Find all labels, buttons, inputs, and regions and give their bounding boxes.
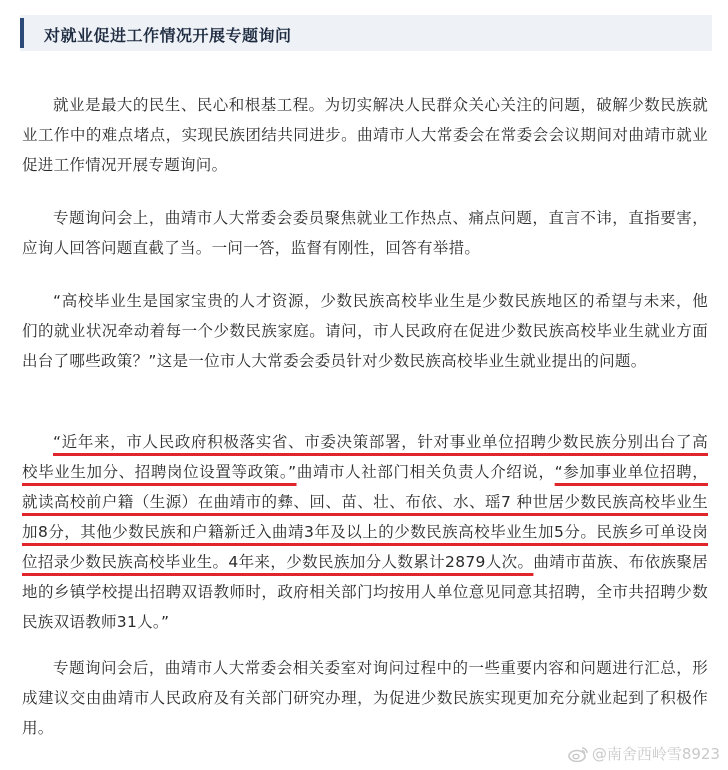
watermark-text: @南舍西岭雪8923 [591, 745, 720, 763]
answer-tail: 曲靖市苗族、布依族聚居地的乡镇学校提出招聘双语教师时，政府相关部门均按用人单位意见同意其招聘，全市共招聘少数民族双语教师31人。” [22, 553, 708, 631]
title-accent-bar [20, 18, 24, 48]
answer-attribution: 曲靖市人社部门相关负责人介绍说， [296, 463, 555, 481]
paragraph-question: “高校毕业生是国家宝贵的人才资源，少数民族高校毕业生是少数民族地区的希望与未来，他们的就业状况牵动着每一个少数民族家庭。请问，市人民政府在促进少数民族高校毕业生就业方面出台了哪些政策？”这是一位市人大常委会委员针对少数民族高校毕业生就业提出的问题。 [22, 292, 708, 370]
article-title-bar [20, 15, 712, 51]
weibo-logo-icon [568, 746, 588, 766]
paragraph-inquiry-meeting: 专题询问会上，曲靖市人大常委会委员聚焦就业工作热点、痛点问题，直言不讳，直指要害，应询人回答问题直截了当。一问一答，监督有刚性，回答有举措。 [22, 209, 708, 257]
article-title: 对就业促进工作情况开展专题询问 [44, 26, 292, 45]
paragraph-conclusion: 专题询问会后，曲靖市人大常委会相关委室对询问过程中的一些重要内容和问题进行汇总，形成建议交由曲靖市人民政府及有关部门研究办理，为促进少数民族实现更加充分就业起到了积极作用。 [22, 659, 708, 737]
paragraph-answer [22, 427, 708, 637]
highlighted-policy-quote: “近年来，市人民政府积极落实省、市委决策部署，针对事业单位招聘少数民族分别出台了高校毕业生加分、招聘岗位设置等政策。” [22, 433, 708, 481]
highlighted-bonus-points-quote: “参加事业单位招聘，就读高校前户籍（生源）在曲靖市的彝、回、苗、壮、布依、水、瑶7 种世居少数民族高校毕业生加8分，其他少数民族和户籍新迁入曲靖3年及以上的少数民族高校毕业生加5分。民族乡可单设岗位招录少数民族高校毕业生。4年来，少数民族加分人数累计2879人次。 [22, 463, 709, 571]
paragraph-intro: 就业是最大的民生、民心和根基工程。为切实解决人民群众关心关注的问题，破解少数民族就业工作中的难点堵点，实现民族团结共同进步。曲靖市人大常委会在常委会会议期间对曲靖市就业促进工作情况开展专题询问。 [22, 96, 708, 174]
weibo-watermark [568, 743, 720, 766]
